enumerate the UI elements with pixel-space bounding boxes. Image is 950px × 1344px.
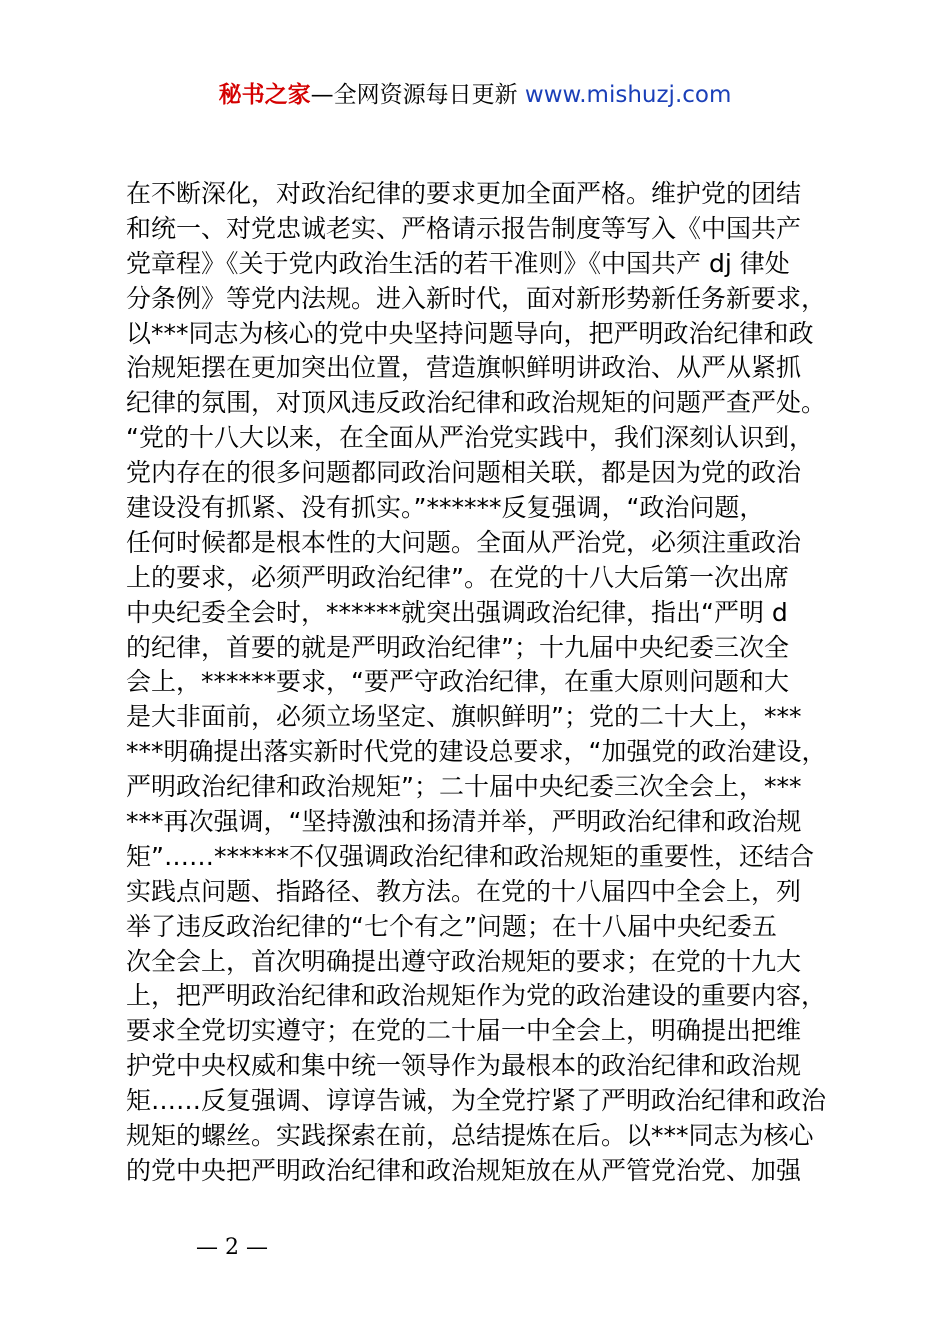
text-line: 会上，******要求，“要严守政治纪律，在重大原则问题和大 [126,667,789,697]
text-line: 是大非面前，必须立场坚定、旗帜鲜明”；党的二十大上，*** [126,702,802,732]
text-line: 以***同志为核心的党中央坚持问题导向，把严明政治纪律和政 [126,318,814,348]
text-line: 的纪律，首要的就是严明政治纪律”；十九届中央纪委三次全 [126,632,789,662]
text-line: 矩……反复强调、谆谆告诫，为全党拧紧了严明政治纪律和政治 [126,1086,827,1116]
text-line: 次全会上，首次明确提出遵守政治规矩的要求；在党的十九大 [126,946,802,976]
text-line: 在不断深化，对政治纪律的要求更加全面严格。维护党的团结 [126,179,802,208]
text-line: “党的十八大以来，在全面从严治党实践中，我们深刻认识到， [126,423,814,453]
text-line: 任何时候都是根本性的大问题。全面从严治党，必须注重政治 [126,527,802,557]
page-number: — 2 — [196,1235,268,1260]
text-line: ***明确提出落实新时代党的建设总要求，“加强党的政治建设， [126,737,827,767]
header-site-link[interactable]: www.mishuzj.com [524,82,732,108]
text-line: 治规矩摆在更加突出位置，营造旗帜鲜明讲政治、从严从紧抓 [126,353,802,383]
text-line: 规矩的螺丝。实践探索在前，总结提炼在后。以***同志为核心 [126,1121,814,1151]
header-tagline: —全网资源每日更新 [310,82,525,108]
text-line: 和统一、对党忠诚老实、严格请示报告制度等写入《中国共产 [126,213,802,243]
header-brand: 秘书之家 [218,82,311,108]
text-line: 要求全党切实遵守；在党的二十届一中全会上，明确提出把维 [126,1016,802,1046]
text-line: 建设没有抓紧、没有抓实。”******反复强调，“政治问题， [126,493,765,523]
text-line: 党章程》《关于党内政治生活的若干准则》《中国共产 dj 律处 [126,248,790,278]
text-line: 中央纪委全会时，******就突出强调政治纪律，指出“严明 d [126,597,788,627]
text-line: 实践点问题、指路径、教方法。在党的十八届四中全会上，列 [126,876,802,906]
text-line: 上的要求，必须严明政治纪律”。在党的十八大后第一次出席 [126,562,789,592]
text-line: ***再次强调，“坚持激浊和扬清并举，严明政治纪律和政治规 [126,807,802,837]
text-line: 护党中央权威和集中统一领导作为最根本的政治纪律和政治规 [126,1051,802,1081]
text-line: 党内存在的很多问题都同政治问题相关联，都是因为党的政治 [126,458,802,488]
text-line: 分条例》等党内法规。进入新时代，面对新形势新任务新要求， [126,283,827,313]
page-header [0,78,950,112]
text-line: 的党中央把严明政治纪律和政治规矩放在从严管党治党、加强 [126,1155,802,1185]
text-line: 上，把严明政治纪律和政治规矩作为党的政治建设的重要内容， [126,981,827,1011]
text-line: 举了违反政治纪律的“七个有之”问题；在十八届中央纪委五 [126,911,777,941]
body-text [126,177,866,1189]
text-line: 纪律的氛围，对顶风违反政治纪律和政治规矩的问题严查严处。 [126,388,827,418]
text-line: 矩”……******不仅强调政治纪律和政治规矩的重要性，还结合 [126,841,814,871]
text-line: 严明政治纪律和政治规矩”；二十届中央纪委三次全会上，*** [126,772,802,802]
